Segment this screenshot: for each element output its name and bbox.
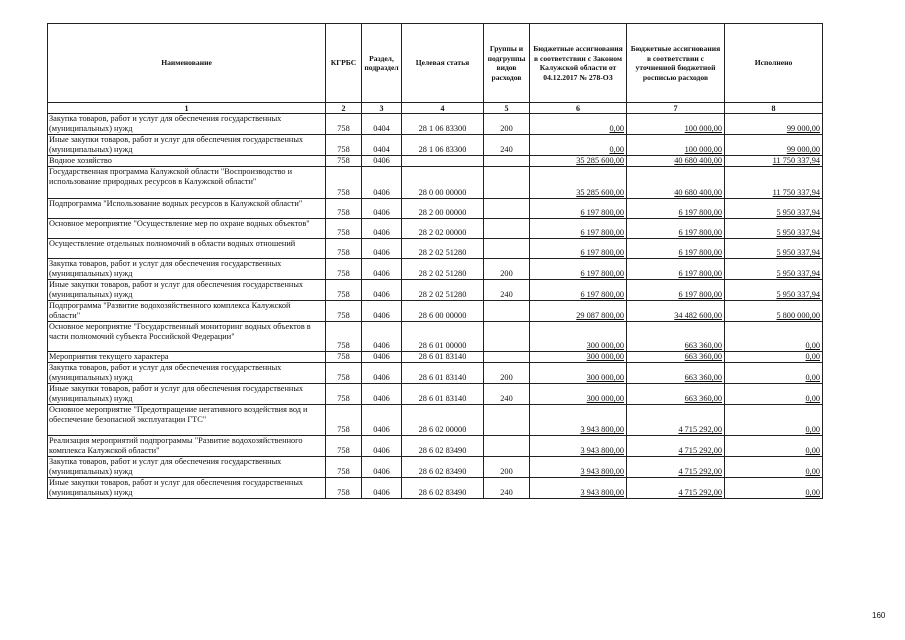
row-kgrbs: 758 — [326, 301, 362, 322]
row-kgrbs: 758 — [326, 156, 362, 167]
row-section: 0406 — [362, 363, 402, 384]
row-kgrbs: 758 — [326, 384, 362, 405]
row-name: Государственная программа Калужской области "Воспроизводство и использование природных ресурсов в Калужской области" — [48, 167, 326, 199]
row-executed-amount: 0,00 — [725, 352, 823, 363]
row-expense-group: 240 — [484, 384, 530, 405]
row-section: 0406 — [362, 219, 402, 239]
row-revised-amount: 6 197 800,00 — [627, 199, 725, 219]
row-target-article: 28 6 01 83140 — [402, 363, 484, 384]
row-executed-amount: 5 950 337,94 — [725, 219, 823, 239]
row-section: 0406 — [362, 239, 402, 259]
row-kgrbs: 758 — [326, 457, 362, 478]
row-law-amount: 3 943 800,00 — [530, 436, 627, 457]
column-number: 5 — [484, 103, 530, 114]
row-law-amount: 35 285 600,00 — [530, 167, 627, 199]
table-row — [48, 436, 823, 457]
table-row — [48, 363, 823, 384]
row-name: Осуществление отдельных полномочий в области водных отношений — [48, 239, 326, 259]
row-expense-group — [484, 199, 530, 219]
row-section: 0406 — [362, 352, 402, 363]
row-section: 0406 — [362, 478, 402, 499]
row-kgrbs: 758 — [326, 167, 362, 199]
row-name: Подпрограмма "Использование водных ресурсов в Калужской области" — [48, 199, 326, 219]
row-kgrbs: 758 — [326, 239, 362, 259]
row-revised-amount: 34 482 600,00 — [627, 301, 725, 322]
row-target-article: 28 6 02 83490 — [402, 436, 484, 457]
row-section: 0406 — [362, 384, 402, 405]
column-number: 6 — [530, 103, 627, 114]
row-revised-amount: 663 360,00 — [627, 363, 725, 384]
row-revised-amount: 4 715 292,00 — [627, 436, 725, 457]
row-law-amount: 300 000,00 — [530, 363, 627, 384]
row-target-article: 28 2 02 00000 — [402, 219, 484, 239]
row-expense-group: 200 — [484, 259, 530, 280]
column-number: 7 — [627, 103, 725, 114]
row-name: Основное мероприятие "Осуществление мер по охране водных объектов" — [48, 219, 326, 239]
row-name: Закупка товаров, работ и услуг для обеспечения государственных (муниципальных) нужд — [48, 114, 326, 135]
row-kgrbs: 758 — [326, 436, 362, 457]
column-number: 4 — [402, 103, 484, 114]
row-target-article: 28 2 02 51280 — [402, 259, 484, 280]
table-row — [48, 156, 823, 167]
header-name: Наименование — [48, 24, 326, 103]
row-law-amount: 300 000,00 — [530, 352, 627, 363]
header-executed: Исполнено — [725, 24, 823, 103]
row-target-article — [402, 156, 484, 167]
row-target-article: 28 1 06 83300 — [402, 114, 484, 135]
table-row — [48, 405, 823, 436]
row-target-article: 28 6 00 00000 — [402, 301, 484, 322]
row-section: 0406 — [362, 259, 402, 280]
row-kgrbs: 758 — [326, 352, 362, 363]
header-target-article: Целевая статья — [402, 24, 484, 103]
row-law-amount: 3 943 800,00 — [530, 405, 627, 436]
row-executed-amount: 5 800 000,00 — [725, 301, 823, 322]
row-name: Закупка товаров, работ и услуг для обеспечения государственных (муниципальных) нужд — [48, 457, 326, 478]
table-row — [48, 259, 823, 280]
row-target-article: 28 2 00 00000 — [402, 199, 484, 219]
row-expense-group: 200 — [484, 114, 530, 135]
row-name: Основное мероприятие "Предотвращение негативного воздействия вод и обеспечение безопасной эксплуатации ГТС" — [48, 405, 326, 436]
row-law-amount: 3 943 800,00 — [530, 478, 627, 499]
row-law-amount: 6 197 800,00 — [530, 280, 627, 301]
row-kgrbs: 758 — [326, 199, 362, 219]
row-name: Реализация мероприятий подпрограммы "Развитие водохозяйственного комплекса Калужской области" — [48, 436, 326, 457]
row-target-article: 28 6 01 83140 — [402, 384, 484, 405]
row-expense-group — [484, 239, 530, 259]
table-row — [48, 478, 823, 499]
row-target-article: 28 6 01 00000 — [402, 322, 484, 352]
row-kgrbs: 758 — [326, 259, 362, 280]
table-row — [48, 114, 823, 135]
table-row — [48, 280, 823, 301]
row-expense-group — [484, 301, 530, 322]
row-expense-group: 240 — [484, 280, 530, 301]
row-section: 0406 — [362, 436, 402, 457]
row-executed-amount: 11 750 337,94 — [725, 156, 823, 167]
row-name: Мероприятия текущего характера — [48, 352, 326, 363]
row-executed-amount: 5 950 337,94 — [725, 259, 823, 280]
row-name: Иные закупки товаров, работ и услуг для обеспечения государственных (муниципальных) нужд — [48, 280, 326, 301]
row-kgrbs: 758 — [326, 405, 362, 436]
table-row — [48, 322, 823, 352]
column-number: 1 — [48, 103, 326, 114]
row-expense-group — [484, 167, 530, 199]
header-kgrbs: КГРБС — [326, 24, 362, 103]
row-revised-amount: 100 000,00 — [627, 135, 725, 156]
page-number: 160 — [872, 611, 886, 620]
row-executed-amount: 0,00 — [725, 457, 823, 478]
row-expense-group — [484, 352, 530, 363]
row-name: Водное хозяйство — [48, 156, 326, 167]
row-section: 0404 — [362, 114, 402, 135]
row-name: Закупка товаров, работ и услуг для обеспечения государственных (муниципальных) нужд — [48, 363, 326, 384]
row-law-amount: 300 000,00 — [530, 384, 627, 405]
row-revised-amount: 40 680 400,00 — [627, 167, 725, 199]
column-number: 8 — [725, 103, 823, 114]
row-revised-amount: 100 000,00 — [627, 114, 725, 135]
row-law-amount: 35 285 600,00 — [530, 156, 627, 167]
row-law-amount: 300 000,00 — [530, 322, 627, 352]
row-kgrbs: 758 — [326, 114, 362, 135]
row-executed-amount: 99 000,00 — [725, 114, 823, 135]
table-row — [48, 301, 823, 322]
row-kgrbs: 758 — [326, 363, 362, 384]
row-revised-amount: 6 197 800,00 — [627, 239, 725, 259]
row-revised-amount: 4 715 292,00 — [627, 405, 725, 436]
budget-table-sheet — [47, 23, 823, 499]
row-section: 0406 — [362, 199, 402, 219]
table-row — [48, 457, 823, 478]
row-target-article: 28 2 02 51280 — [402, 280, 484, 301]
row-expense-group: 240 — [484, 135, 530, 156]
row-executed-amount: 5 950 337,94 — [725, 199, 823, 219]
row-revised-amount: 663 360,00 — [627, 322, 725, 352]
table-row — [48, 384, 823, 405]
table-row — [48, 135, 823, 156]
row-section: 0406 — [362, 156, 402, 167]
row-expense-group: 200 — [484, 457, 530, 478]
column-number: 3 — [362, 103, 402, 114]
row-law-amount: 6 197 800,00 — [530, 199, 627, 219]
row-law-amount: 0,00 — [530, 114, 627, 135]
row-executed-amount: 5 950 337,94 — [725, 239, 823, 259]
row-executed-amount: 11 750 337,94 — [725, 167, 823, 199]
row-revised-amount: 4 715 292,00 — [627, 457, 725, 478]
header-revised-allocations: Бюджетные ассигнования в соответствии с уточненной бюджетной росписью расходов — [627, 24, 725, 103]
column-number: 2 — [326, 103, 362, 114]
row-revised-amount: 663 360,00 — [627, 352, 725, 363]
row-section: 0406 — [362, 167, 402, 199]
row-expense-group — [484, 322, 530, 352]
header-law-allocations: Бюджетные ассигнования в соответствии с Законом Калужской области от 04.12.2017 № 278-ОЗ — [530, 24, 627, 103]
row-target-article: 28 2 02 51280 — [402, 239, 484, 259]
header-section: Раздел, подраздел — [362, 24, 402, 103]
row-expense-group — [484, 405, 530, 436]
table-row — [48, 219, 823, 239]
row-revised-amount: 40 680 400,00 — [627, 156, 725, 167]
table-row — [48, 199, 823, 219]
row-kgrbs: 758 — [326, 135, 362, 156]
row-target-article: 28 0 00 00000 — [402, 167, 484, 199]
row-section: 0406 — [362, 457, 402, 478]
table-body — [48, 114, 823, 499]
row-executed-amount: 0,00 — [725, 363, 823, 384]
row-executed-amount: 0,00 — [725, 478, 823, 499]
table-row — [48, 167, 823, 199]
row-executed-amount: 0,00 — [725, 436, 823, 457]
row-name: Подпрограмма "Развитие водохозяйственного комплекса Калужской области" — [48, 301, 326, 322]
budget-execution-table — [47, 23, 823, 499]
row-section: 0406 — [362, 322, 402, 352]
row-name: Основное мероприятие "Государственный мониторинг водных объектов в части полномочий субъекта Российской Федерации" — [48, 322, 326, 352]
row-executed-amount: 0,00 — [725, 405, 823, 436]
row-expense-group — [484, 156, 530, 167]
row-law-amount: 6 197 800,00 — [530, 239, 627, 259]
row-section: 0404 — [362, 135, 402, 156]
row-revised-amount: 4 715 292,00 — [627, 478, 725, 499]
row-law-amount: 0,00 — [530, 135, 627, 156]
column-number-row — [48, 103, 823, 114]
row-executed-amount: 99 000,00 — [725, 135, 823, 156]
row-expense-group — [484, 436, 530, 457]
row-section: 0406 — [362, 405, 402, 436]
row-target-article: 28 6 02 83490 — [402, 478, 484, 499]
row-kgrbs: 758 — [326, 280, 362, 301]
row-target-article: 28 6 02 83490 — [402, 457, 484, 478]
row-executed-amount: 5 950 337,94 — [725, 280, 823, 301]
row-section: 0406 — [362, 301, 402, 322]
row-kgrbs: 758 — [326, 478, 362, 499]
row-name: Закупка товаров, работ и услуг для обеспечения государственных (муниципальных) нужд — [48, 259, 326, 280]
row-kgrbs: 758 — [326, 322, 362, 352]
row-expense-group: 200 — [484, 363, 530, 384]
row-executed-amount: 0,00 — [725, 322, 823, 352]
table-row — [48, 352, 823, 363]
row-section: 0406 — [362, 280, 402, 301]
row-name: Иные закупки товаров, работ и услуг для обеспечения государственных (муниципальных) нужд — [48, 478, 326, 499]
row-name: Иные закупки товаров, работ и услуг для обеспечения государственных (муниципальных) нужд — [48, 135, 326, 156]
header-row — [48, 24, 823, 103]
row-revised-amount: 6 197 800,00 — [627, 280, 725, 301]
row-revised-amount: 6 197 800,00 — [627, 219, 725, 239]
row-expense-group: 240 — [484, 478, 530, 499]
row-target-article: 28 1 06 83300 — [402, 135, 484, 156]
row-expense-group — [484, 219, 530, 239]
row-law-amount: 6 197 800,00 — [530, 259, 627, 280]
row-executed-amount: 0,00 — [725, 384, 823, 405]
row-revised-amount: 663 360,00 — [627, 384, 725, 405]
row-kgrbs: 758 — [326, 219, 362, 239]
row-target-article: 28 6 02 00000 — [402, 405, 484, 436]
row-law-amount: 29 087 800,00 — [530, 301, 627, 322]
header-expense-group: Группы и подгруппы видов расходов — [484, 24, 530, 103]
row-law-amount: 3 943 800,00 — [530, 457, 627, 478]
row-name: Иные закупки товаров, работ и услуг для обеспечения государственных (муниципальных) нужд — [48, 384, 326, 405]
row-revised-amount: 6 197 800,00 — [627, 259, 725, 280]
row-target-article: 28 6 01 83140 — [402, 352, 484, 363]
table-row — [48, 239, 823, 259]
row-law-amount: 6 197 800,00 — [530, 219, 627, 239]
